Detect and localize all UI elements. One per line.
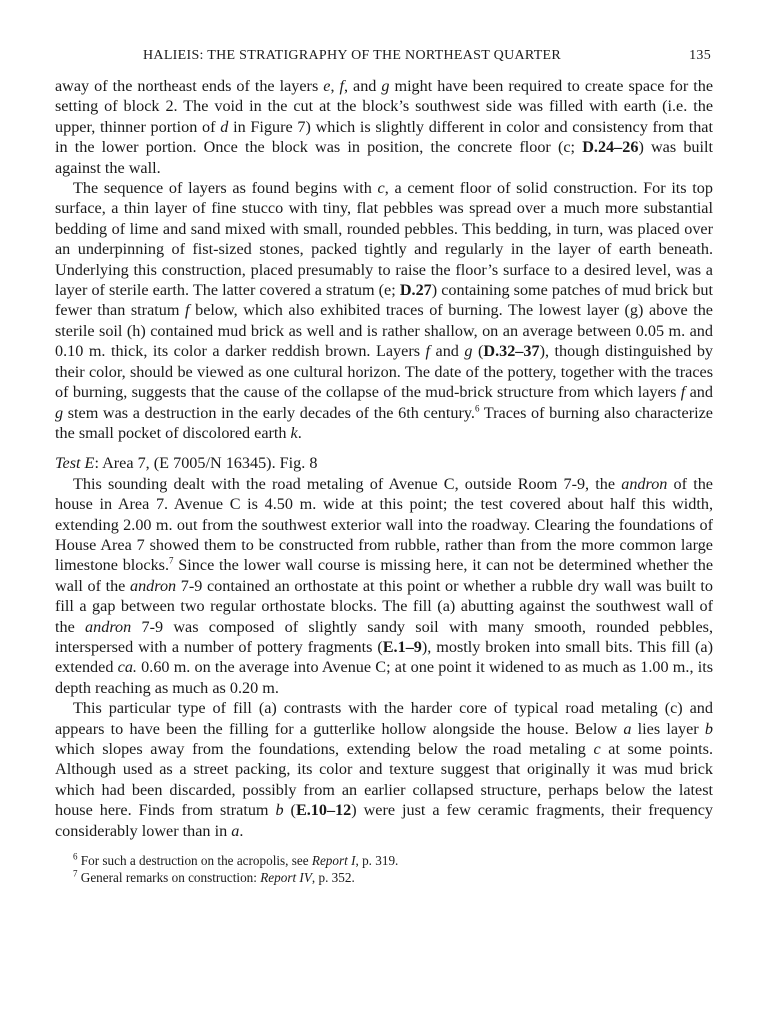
catalog-ref: D.27 [399, 281, 432, 300]
footnote-7: $^7$ General remarks on construction: Report IV, p. 352. [73, 868, 355, 885]
running-head [55, 48, 713, 76]
catalog-ref: D.32–37 [483, 342, 540, 361]
footnotes [55, 853, 713, 886]
footnote-6: $^6$ For such a destruction on the acropolis, see Report I, p. 319. [73, 851, 399, 869]
catalog-ref: E.1–9 [382, 637, 422, 656]
paragraph-3: This sounding dealt with the road metaling of Avenue C, outside Room 7-9, the andron of the house in Area 7. Avenue C is 4.50 m. wide at this point; the test covered about half this width, extending 2.00 m. out from the southwest exterior wall into the roadway. Clearing the foundations of House Area 7 showed them to be constructed from rubble, rather than from the more common large limestone blocks.$^7$ Since the lower wall course is missing here, it can not be determined whether the wall of the andron 7-9 contained an orthostate at this point or whether a rubble dry wall was built to fill a gap between two regular orthostate blocks. The fill (a) abutting against the southwest wall of the andron 7-9 was composed of slightly sandy soil with many smooth, rounded pebbles, interspersed with a number of pottery fragments (E.1–9), mostly broken into small bits. This fill (a) extended ca. 0.60 m. on the average into Avenue C; at one point it widened to as much as 1.00 m., its depth reaching as much as 0.20 m. [55, 474, 714, 697]
paragraph-4: This particular type of fill (a) contrasts with the harder core of typical road metaling (c) and appears to have been the filling for a gutterlike hollow alongside the house. Below a lies layer b which slopes away from the foundations, extending below the road metaling c at some points. Although used as a street packing, its color and texture suggest that originally it was mud brick which had been discarded, possibly from an earlier collapsed structure, perhaps below the latest house here. Finds from stratum b (E.10–12) were just a few ceramic fragments, their frequency considerably lower than in a. [55, 699, 713, 840]
section-heading: Test E: Area 7, (E 7005/N 16345). Fig. 8 [55, 454, 318, 473]
paragraph-2: The sequence of layers as found begins with c, a cement floor of solid construction. For its top surface, a thin layer of fine stucco with tiny, flat pebbles was spread over a much more substantial bedding of lime and sand mixed with small, rounded pebbles. This bedding, in turn, was placed over an underpinning of fist-sized stones, packed tightly and regularly in the layer of earth beneath. Underlying this construction, placed presumably to raise the floor’s surface to a desired level, was a layer of sterile earth. The latter covered a stratum (e; D.27) containing some patches of mud brick but fewer than stratum f below, which also exhibited traces of burning. The lowest layer (g) above the sterile soil (h) contained mud brick as well and is rather shallow, on an average between 0.05 m. and 0.10 m. thick, its color a darker reddish brown. Layers f and g (D.32–37), though distinguished by their color, should be viewed as one cultural horizon. The date of the pottery, together with the traces of burning, suggests that the cause of the collapse of the mud-brick structure from which layers f and g stem was a destruction in the early decades of the 6th century.$^6$ Traces of burning also characterize the small pocket of discolored earth k. [55, 179, 714, 442]
running-head-title: HALIEIS: THE STRATIGRAPHY OF THE NORTHEAST QUARTER [143, 48, 562, 63]
paragraph-1: away of the northeast ends of the layers e, f, and g might have been required to create space for the setting of block 2. The void in the cut at the block’s southwest side was filled with earth (i.e. the upper, thinner portion of d in Figure 7) which is slightly different in color and consistency from that in the lower portion. Once the block was in position, the concrete floor (c; D.24–26) was built against the wall. [55, 77, 714, 177]
body-text [55, 76, 713, 841]
page-number: 135 [689, 48, 711, 63]
section-label: Test E [55, 454, 95, 473]
catalog-ref: E.10–12 [295, 801, 352, 820]
footnote-marker: 6 [474, 403, 480, 414]
page [55, 48, 713, 886]
catalog-ref: D.24–26 [582, 138, 639, 157]
footnote-marker: 7 [169, 555, 174, 566]
